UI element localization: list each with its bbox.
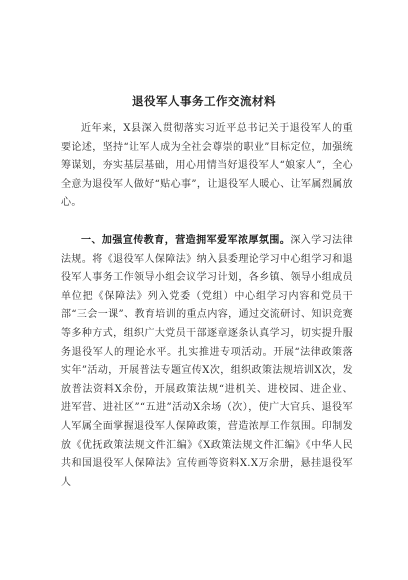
paragraph-section-one — [61, 232, 353, 492]
paragraph-intro — [61, 120, 353, 213]
section-one-heading: 一、加强宣传教育，营造拥军爱军浓厚氛围。 — [81, 235, 291, 246]
document-title: 退役军人事务工作交流材料 — [132, 94, 276, 108]
section-one-text: 深入学习法律法规。将《退役军人保障法》纳入县委理论学习中心组学习和退役军人事务工作领导小组会议学习计划，各乡镇、领导小组成员单位把《保障法》列入党委（党组）中心组学习内容和党员干部“三会一课”、教育培训的重点内容，通过交流研讨、知识竞赛等多种方式，组织广大党员干部逐章逐条认真学习，切实提升服务退役军人的理论水平。扎实推进专项活动。开展“法律政策落实年”活动，开展普法专题宣传X次，组织政策法规培训X次，发放普法资料X余份，开展政策法规“进机关、进校园、进企业、进军营、进社区”“五进”活动X余场（次），使广大官兵、退役军人军属全面掌握退役军人保障政策，营造浓厚工作氛围。印制发放《优抚政策法规文件汇编》《X政策法规文件汇编》《中华人民共和国退役军人保障法》宣传画等资料X.X万余册，悬挂退役军人 — [61, 235, 353, 488]
paragraph-intro-text: 近年来，X县深入贯彻落实习近平总书记关于退役军人的重要论述，坚持“让军人成为全社会尊崇的职业”目标定位，加强统筹谋划，夯实基层基础，用心用情当好退役军人“娘家人”，全心全意为退役军人做好“贴心事”，让退役军人暖心、让军属烈属放心。 — [61, 123, 353, 209]
